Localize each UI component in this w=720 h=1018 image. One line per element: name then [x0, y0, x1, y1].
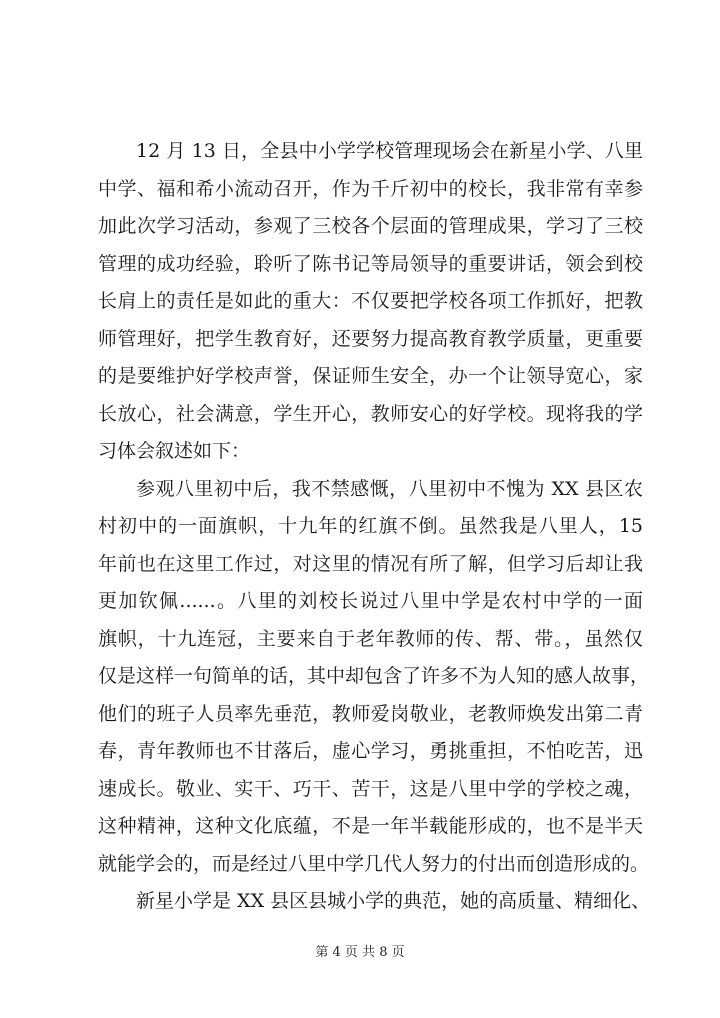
paragraph-3	[98, 883, 651, 921]
text-line: 村初中的一面旗帜，十九年的红旗不倒。虽然我是八里人，15	[98, 515, 643, 537]
paragraph-2	[98, 471, 650, 884]
text-line: 更加钦佩......。八里的刘校长说过八里中学是农村中学的一面	[98, 590, 643, 612]
text-line: 中学、福和希小流动召开，作为千斤初中的校长，我非常有幸参	[98, 177, 643, 200]
text-line: 春，青年教师也不甘落后，虚心学习，勇挑重担，不怕吃苦，迅	[98, 740, 643, 762]
text-line: 这种精神，这种文化底蕴，不是一年半载能形成的，也不是半天	[98, 815, 643, 837]
text-line: 长放心，社会满意，学生开心，教师安心的好学校。现将我的学	[98, 402, 643, 425]
text-line: 速成长。敬业、实干、巧干、苦干，这是八里中学的学校之魂，	[98, 777, 643, 800]
paragraph-1	[98, 133, 643, 471]
text-line: 他们的班子人员率先垂范，教师爱岗敬业，老教师焕发出第二青	[98, 702, 643, 725]
body-text	[98, 133, 651, 921]
page-number-footer: 第 4 页 共 8 页	[315, 945, 405, 960]
text-line: 习体会叙述如下：	[98, 440, 251, 462]
text-line: 师管理好，把学生教育好，还要努力提高教育教学质量，更重要	[98, 327, 643, 350]
text-line: 的是要维护好学校声誉，保证师生安全，办一个让领导宽心，家	[98, 365, 643, 387]
text-line: 管理的成功经验，聆听了陈书记等局领导的重要讲话，领会到校	[98, 252, 643, 275]
text-line: 仅是这样一句简单的话，其中却包含了许多不为人知的感人故事，	[98, 665, 650, 687]
text-line: 长肩上的责任是如此的重大：不仅要把学校各项工作抓好，把教	[98, 290, 643, 312]
text-line: 12 月 13 日，全县中小学学校管理现场会在新星小学、八里	[136, 140, 643, 162]
text-line: 年前也在这里工作过，对这里的情况有所了解，但学习后却让我	[98, 552, 643, 575]
text-line: 新星小学是 XX 县区县城小学的典范，她的高质量、精细化、	[136, 890, 651, 912]
text-line: 参观八里初中后，我不禁感慨，八里初中不愧为 XX 县区农	[136, 477, 643, 500]
text-line: 旗帜，十九连冠，主要来自于老年教师的传、帮、带。，虽然仅	[98, 627, 643, 650]
text-line: 加此次学习活动，参观了三校各个层面的管理成果，学习了三校	[98, 215, 643, 237]
text-line: 就能学会的，而是经过八里中学几代人努力的付出而创造形成的。	[98, 852, 650, 875]
